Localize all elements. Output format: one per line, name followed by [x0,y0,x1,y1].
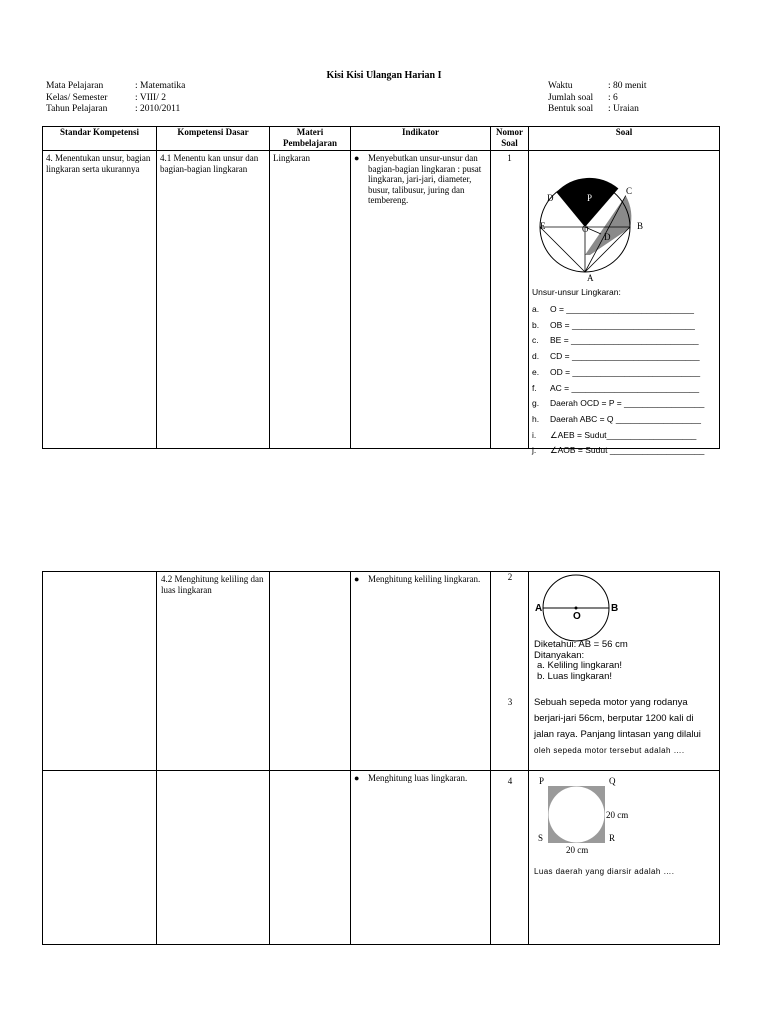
label-a: A [535,603,543,614]
item-text: BE = ___________________________ [550,335,699,346]
item-text: CD = ___________________________ [550,351,700,362]
label-e: E [540,221,546,231]
item-text: ∠AEB = Sudut___________________ [550,429,697,440]
item-letter: i. [532,429,537,440]
header-indikator: Indikator [351,127,491,151]
label-b: B [637,221,644,231]
q3-text [534,695,701,759]
meta-value: : 6 [608,92,618,103]
label-p: P [539,776,545,786]
cell-empty [43,572,157,771]
square-figure [529,771,719,857]
cell-materi: Lingkaran [273,153,310,163]
cell-empty [270,572,351,771]
meta-value: : 80 menit [608,81,647,91]
soal-list [532,304,717,454]
item-letter: f. [532,382,537,393]
cell-nomor: 1 [507,153,512,163]
q2-text [534,640,628,682]
cell-empty [157,771,270,945]
label-o: O [573,611,581,622]
header-left [46,81,185,116]
item-text: ∠AOB = Sudut ____________________ [550,445,705,456]
label-side-right: 20 cm [606,810,629,820]
label-c: C [626,186,633,196]
cell-kompetensi-dasar-2: 4.2 Menghitung keliling dan luas lingkaran [161,574,264,595]
label-s: S [538,833,544,843]
q2-asked-b: b. Luas lingkaran! [537,670,612,682]
header-soal: Soal [529,127,720,151]
item-letter: a. [532,304,540,314]
item-text: AC = ___________________________ [550,382,700,393]
cell-indikator-2 [351,572,490,587]
document-title: Kisi Kisi Ulangan Harian I [326,70,442,81]
soal-title: Unsur-unsur Lingkaran: [532,287,621,297]
meta-value: : Matematika [135,81,186,91]
cell-indikator [351,151,490,208]
label-r: R [609,833,616,843]
label-a: A [587,273,594,283]
item-text: Daerah ABC = Q __________________ [550,413,701,424]
item-text: O = ___________________________ [550,304,694,314]
q3-line: berjari-jari 56cm, berputar 1200 kali di [534,713,694,724]
meta-value: : 2010/2011 [135,104,181,114]
item-letter: b. [532,319,540,330]
q2-asked: Ditanyakan: [534,649,585,661]
meta-label: Kelas/ Semester [46,92,108,103]
meta-label: Waktu [548,81,573,91]
nomor-2: 2 [507,572,513,582]
label-b: B [611,603,619,614]
cell-empty [270,771,351,945]
grid-table-2 [42,571,720,945]
header-right [548,81,647,116]
header-materi: Materi Pembelajaran [270,127,351,151]
meta-value: : Uraian [608,104,639,114]
nomor-4: 4 [507,776,513,786]
meta-label: Mata Pelajaran [46,81,104,91]
item-text: OB = __________________________ [550,319,695,330]
circle-figure-1 [529,151,719,283]
label-side-bottom: 20 cm [566,845,589,855]
label-p: P [587,193,593,203]
indikator-text: Menghitung keliling lingkaran. [368,574,481,584]
chord-ea [540,227,585,272]
bullet-icon: ● [354,574,360,584]
indikator-text: Menghitung luas lingkaran. [368,773,468,783]
cell-standar-kompetensi: 4. Menentukan unsur, bagian lingkaran serta ukurannya [46,153,151,174]
circle-figure-2 [529,572,719,642]
nomor-3: 3 [507,697,513,707]
item-letter: c. [532,335,539,346]
label-d: D [547,193,554,203]
label-o: O [582,224,589,234]
q4-text: Luas daerah yang diarsir adalah …. [534,867,675,876]
q3-line: oleh sepeda motor tersebut adalah …. [534,746,685,755]
item-letter: j. [532,445,537,456]
grid-table-1 [42,126,720,456]
cell-kompetensi-dasar: 4.1 Menentu kan unsur dan bagian-bagian lingkaran [160,153,259,174]
meta-label: Tahun Pelajaran [46,104,108,114]
header-kompetensi-dasar: Kompetensi Dasar [157,127,270,151]
bullet-icon: ● [354,773,360,783]
cell-indikator-3 [351,771,490,786]
item-letter: g. [532,398,540,409]
center-point [575,607,578,610]
label-q: Q [609,247,616,257]
q2-known: Diketahui: AB = 56 cm [534,639,628,650]
bullet-icon: ● [354,153,360,163]
meta-label: Bentuk soal [548,104,594,114]
item-text: Daerah OCD = P = _________________ [550,398,705,409]
item-text: OD = ___________________________ [550,366,701,377]
item-letter: h. [532,413,540,424]
q3-line: jalan raya. Panjang lintasan yang dilalui [534,729,701,740]
inner-circle [549,787,605,843]
meta-label: Jumlah soal [548,92,594,103]
item-letter: d. [532,351,540,362]
header-standar-kompetensi: Standar Kompetensi [43,127,157,151]
label-q: Q [609,776,616,786]
cell-empty [43,771,157,945]
header-nomor-soal: Nomor Soal [491,127,529,151]
item-letter: e. [532,366,540,377]
q3-line: Sebuah sepeda motor yang rodanya [534,697,688,708]
indikator-text: Menyebutkan unsur-unsur dan bagian-bagian lingkaran : pusat lingkaran, jari-jari, diameter, busur, talibusur, juring dan tembereng. [368,153,482,205]
meta-value: : VIII/ 2 [135,92,166,103]
q2-asked-a: a. Keliling lingkaran! [537,660,623,671]
label-d-inner: D [604,232,611,242]
